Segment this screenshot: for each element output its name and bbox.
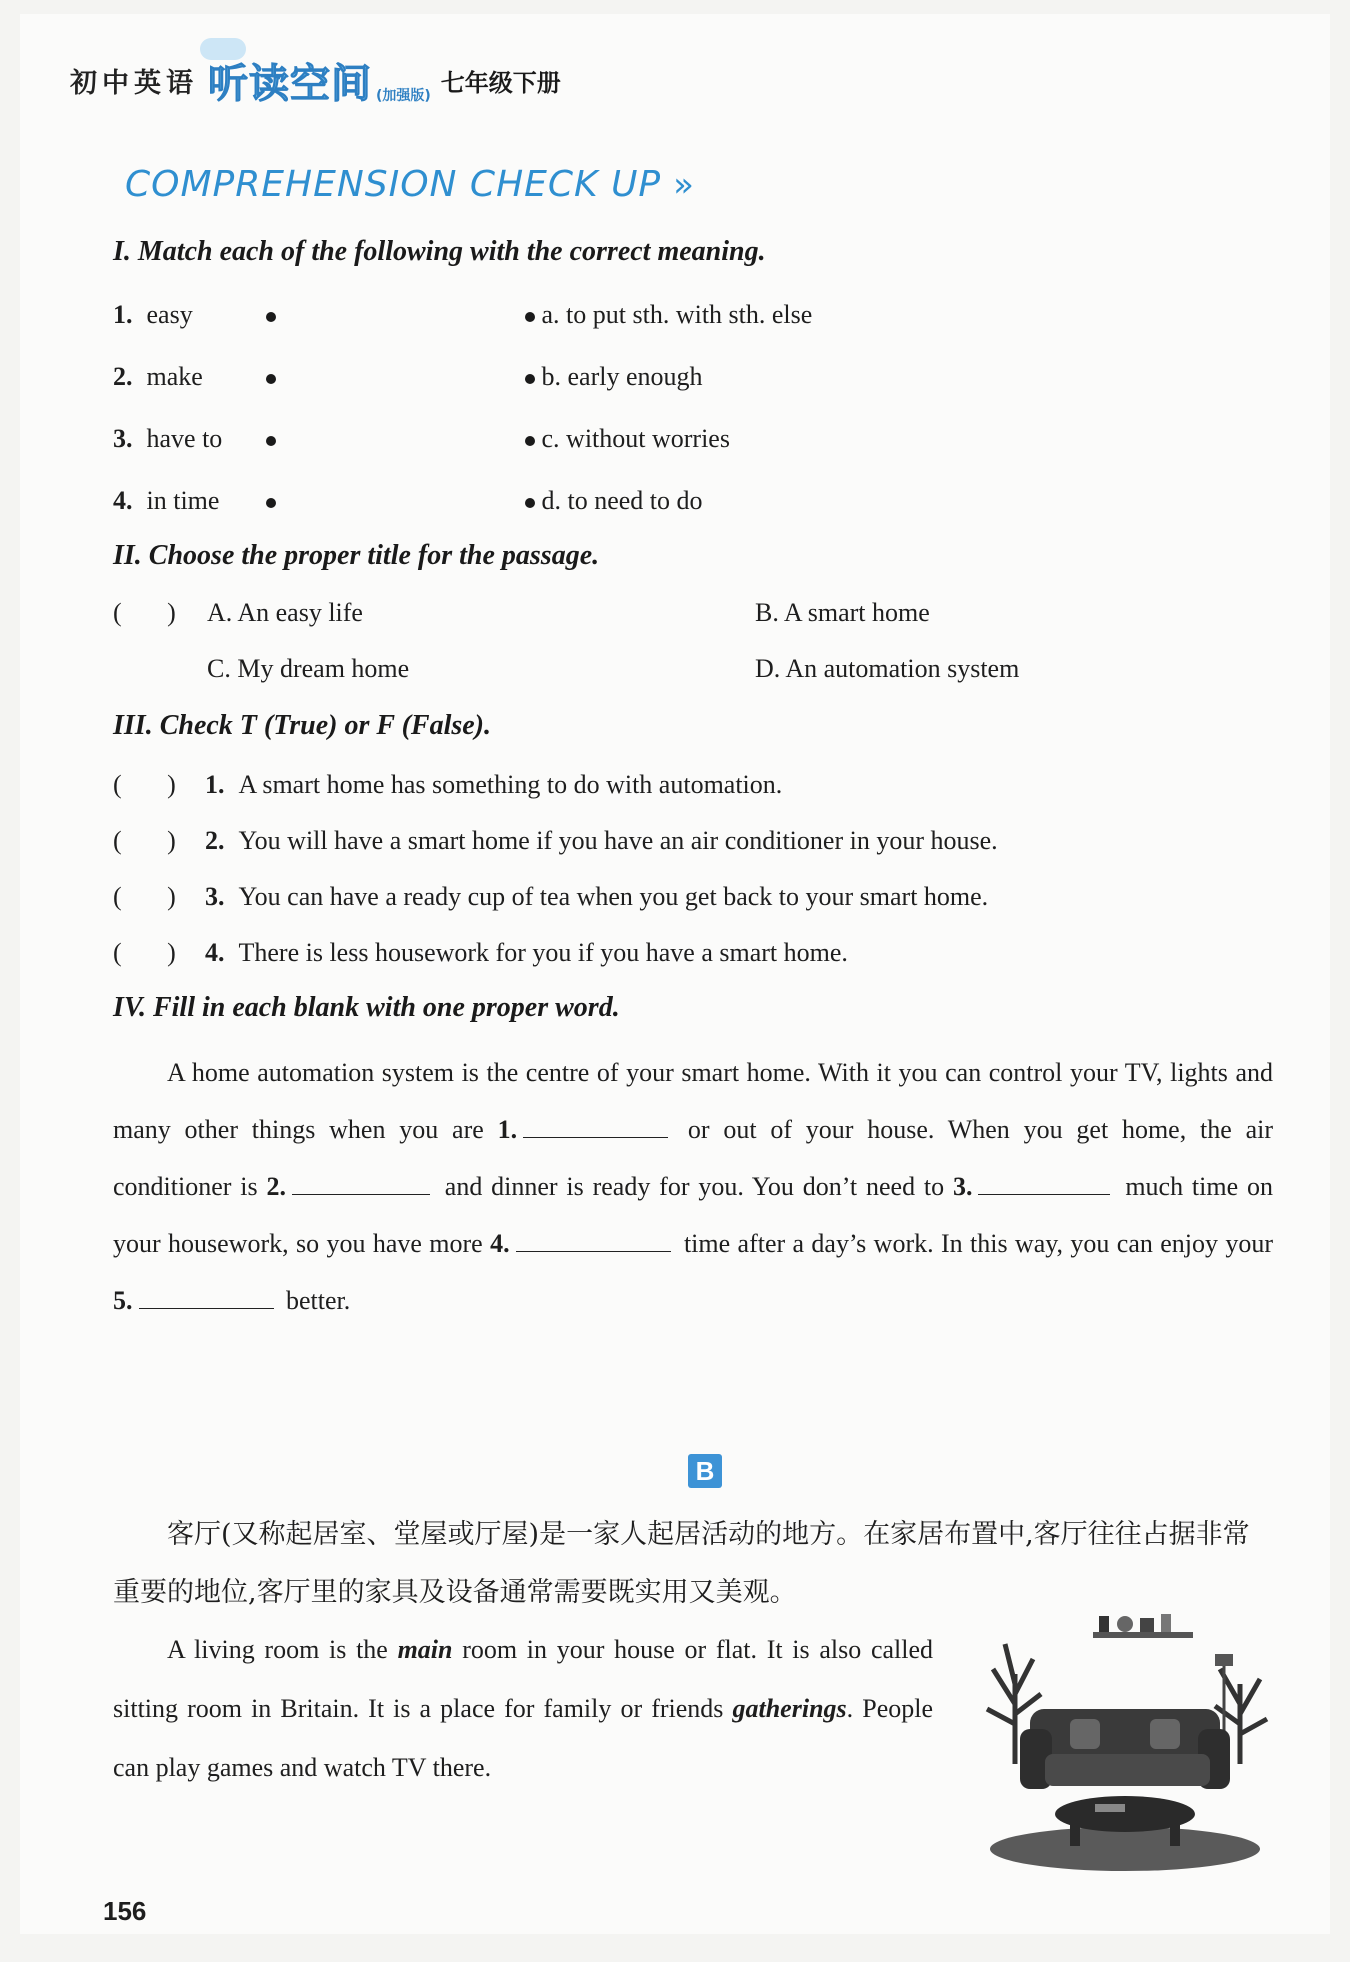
chinese-intro: 客厅(又称起居室、堂屋或厅屋)是一家人起居活动的地方。在家居布置中,客厅往往占据非常重要的地位,客厅里的家具及设备通常需要既实用又美观。	[113, 1519, 1250, 1608]
section-b-badge: B	[688, 1454, 722, 1488]
match-dot-right-c[interactable]	[525, 436, 535, 446]
match-dot-left-3[interactable]	[266, 436, 276, 446]
match-dot-right-a[interactable]	[525, 312, 535, 322]
part2-heading: II. Choose the proper title for the passage.	[113, 540, 600, 571]
match-left-3: 3. have to	[113, 424, 223, 453]
cloud-decoration	[200, 38, 246, 60]
part3-heading: III. Check T (True) or F (False).	[113, 710, 491, 741]
keyword-main: main	[397, 1635, 453, 1664]
shelf-icon	[1093, 1614, 1193, 1638]
part1-heading: I. Match each of the following with the correct meaning.	[113, 236, 766, 267]
section-heading: COMPREHENSION CHECK UP »	[125, 164, 695, 205]
sofa-icon	[1020, 1709, 1230, 1789]
tf-bracket-1[interactable]: ( )	[113, 770, 176, 799]
option-a: A. An easy life	[207, 598, 363, 627]
answer-bracket-part2[interactable]: ( )	[113, 598, 176, 627]
match-left-1: 1. easy	[113, 300, 193, 329]
tf-bracket-4[interactable]: ( )	[113, 938, 176, 967]
blank-3[interactable]	[978, 1170, 1110, 1195]
match-dot-left-1[interactable]	[266, 312, 276, 322]
series-name: 初中英语	[70, 68, 198, 99]
match-right-b: b. early enough	[525, 362, 703, 392]
reading-passage: A living room is the main room in your house or flat. It is also called sitting room in Britain. It is a place for family or friends gatherings. People can play games and watch TV there.	[113, 1635, 934, 1782]
match-dot-right-b[interactable]	[525, 374, 535, 384]
tf-item-3: 3. You can have a ready cup of tea when you get back to your smart home.	[205, 882, 989, 911]
match-left-2: 2. make	[113, 362, 203, 391]
book-title: 听读空间	[208, 52, 372, 109]
living-room-illustration	[975, 1614, 1285, 1874]
edition-label: (加强版)	[376, 88, 431, 104]
textbook-page	[20, 14, 1330, 1934]
tf-item-2: 2. You will have a smart home if you have an air conditioner in your house.	[205, 826, 998, 855]
page-number: 156	[103, 1896, 147, 1926]
tf-item-4: 4. There is less housework for you if you have a smart home.	[205, 938, 848, 967]
part4-heading: IV. Fill in each blank with one proper word.	[113, 992, 620, 1023]
blank-5[interactable]	[139, 1284, 274, 1309]
match-right-c: c. without worries	[525, 424, 730, 454]
blank-2[interactable]	[292, 1170, 430, 1195]
page-header	[70, 52, 561, 109]
grade-label: 七年级下册	[440, 69, 561, 97]
keyword-gatherings: gatherings	[732, 1694, 847, 1723]
match-dot-right-d[interactable]	[525, 498, 535, 508]
match-right-d: d. to need to do	[525, 486, 703, 516]
blank-4[interactable]	[516, 1227, 671, 1252]
tf-item-1: 1. A smart home has something to do with automation.	[205, 770, 783, 799]
option-d: D. An automation system	[755, 654, 1020, 683]
tf-bracket-3[interactable]: ( )	[113, 882, 176, 911]
tf-bracket-2[interactable]: ( )	[113, 826, 176, 855]
match-dot-left-2[interactable]	[266, 374, 276, 384]
double-chevron-icon: »	[673, 165, 695, 205]
match-dot-left-4[interactable]	[266, 498, 276, 508]
rug-icon	[990, 1827, 1260, 1871]
blank-1[interactable]	[523, 1113, 668, 1138]
match-right-a: a. to put sth. with sth. else	[525, 300, 812, 330]
match-left-4: 4. in time	[113, 486, 220, 515]
option-c: C. My dream home	[207, 654, 410, 683]
option-b: B. A smart home	[755, 598, 930, 627]
cloze-passage: A home automation system is the centre of your smart home. With it you can control your TV, lights and many other things when you are 1. or out of your house. When you get home, the air conditioner is 2. and dinner is ready for you. You don’t need to 3. much time on your housework, so you have more 4. time after a day’s work. In this way, you can enjoy your 5. better.	[113, 1058, 1274, 1315]
